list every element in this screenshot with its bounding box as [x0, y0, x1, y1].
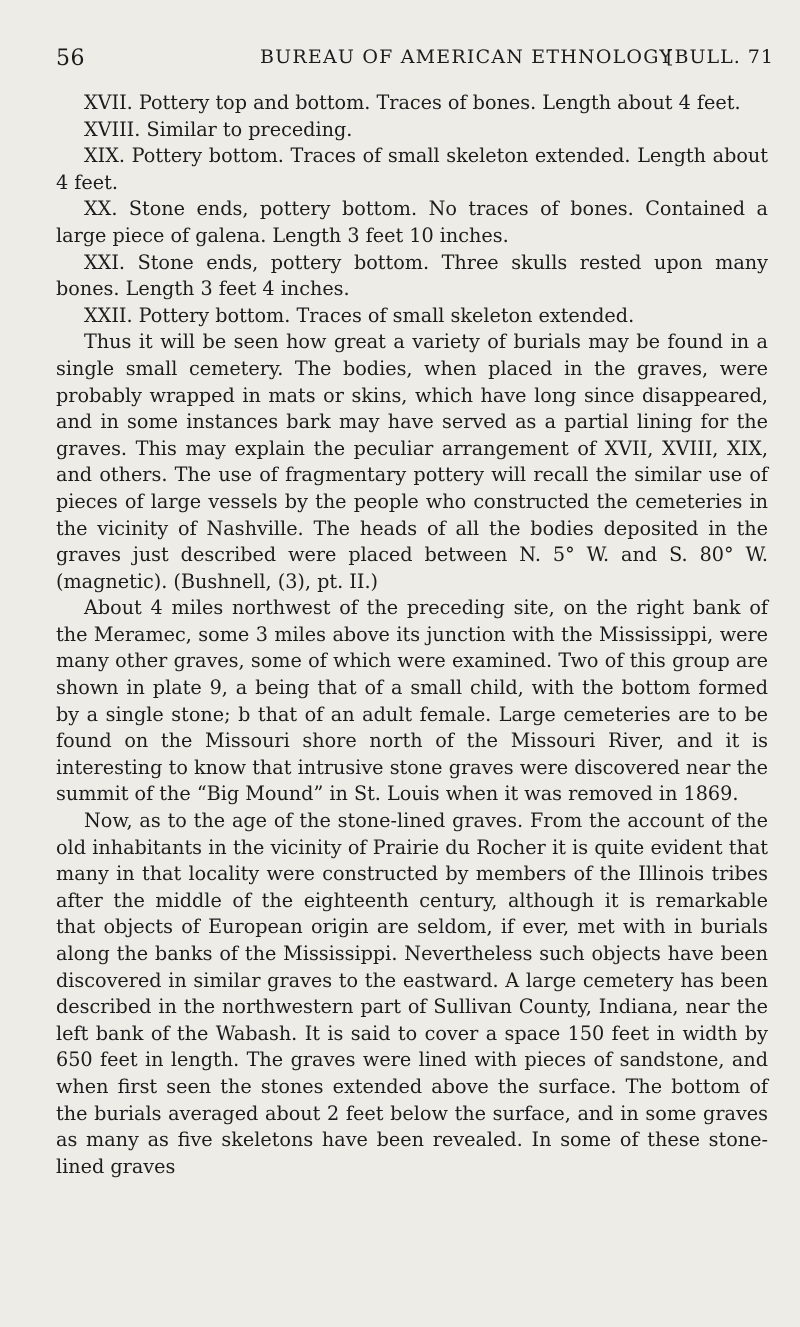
paragraph-variety-of-burials: Thus it will be seen how great a variety of burials may be found in a single small cemetery. The bodies, when placed in the graves, were probably wrapped in mats or skins, which have long since disappeared, and in some instances bark may have served as a partial lining for the graves. This may explain the peculiar arrangement of XVII, XVIII, XIX, and others. The use of fragmentary pottery will recall the similar use of pieces of large vessels by the people who constructed the cemeteries in the vicinity of Nashville. The heads of all the bodies deposited in the graves just described were placed between N. 5° W. and S. 80° W. (magnetic). (Bushnell, (3), pt. II.) [56, 330, 768, 593]
paragraph-xxi: XXI. Stone ends, pottery bottom. Three skulls rested upon many bones. Length 3 feet 4 inches. [56, 250, 768, 301]
paragraph-xxii: XXII. Pottery bottom. Traces of small skeleton extended. [84, 303, 635, 327]
page-number: 56 [56, 46, 85, 71]
running-head [56, 46, 774, 76]
paragraph-xix: XIX. Pottery bottom. Traces of small skeleton extended. Length about 4 feet. [56, 144, 768, 194]
paragraph-xviii: XVIII. Similar to preceding. [84, 117, 353, 141]
paragraph-xx: XX. Stone ends, pottery bottom. No traces of bones. Contained a large piece of galena. Length 3 feet 10 inches. [56, 197, 768, 247]
bulletin-number: [BULL. 71 [666, 46, 774, 68]
paragraph-age-of-graves: Now, as to the age of the stone-lined graves. From the account of the old inhabitants in the vicinity of Prairie du Rocher it is quite evident that many in that locality were constructed by members of the Illinois tribes after the middle of the eighteenth century, although it is remarkable that objects of European origin are seldom, if ever, met with in burials along the banks of the Mississippi. Nevertheless such objects have been discovered in similar graves to the eastward. A large cemetery has been described in the northwestern part of Sullivan County, Indiana, near the left bank of the Wabash. It is said to cover a space 150 feet in width by 650 feet in length. The graves were lined with pieces of sandstone, and when first seen the stones extended above the surface. The bottom of the burials averaged about 2 feet below the surface, and in some graves as many as five skeletons have been revealed. In some of these stone-lined graves [56, 809, 768, 1178]
paragraph-meramec-graves: About 4 miles northwest of the preceding site, on the right bank of the Meramec, some 3 miles above its junction with the Mississippi, were many other graves, some of which were examined. Two of this group are shown in plate 9, a being that of a small child, with the bottom formed by a single stone; b that of an adult female. Large cemeteries are to be found on the Missouri shore north of the Missouri River, and it is interesting to know that intrusive stone graves were discovered near the summit of the “Big Mound” in St. Louis when it was removed in 1869. [56, 596, 768, 806]
paragraph-xvii: XVII. Pottery top and bottom. Traces of bones. Length about 4 feet. [84, 91, 741, 114]
running-title: BUREAU OF AMERICAN ETHNOLOGY [260, 46, 673, 68]
body-text [56, 90, 768, 1180]
